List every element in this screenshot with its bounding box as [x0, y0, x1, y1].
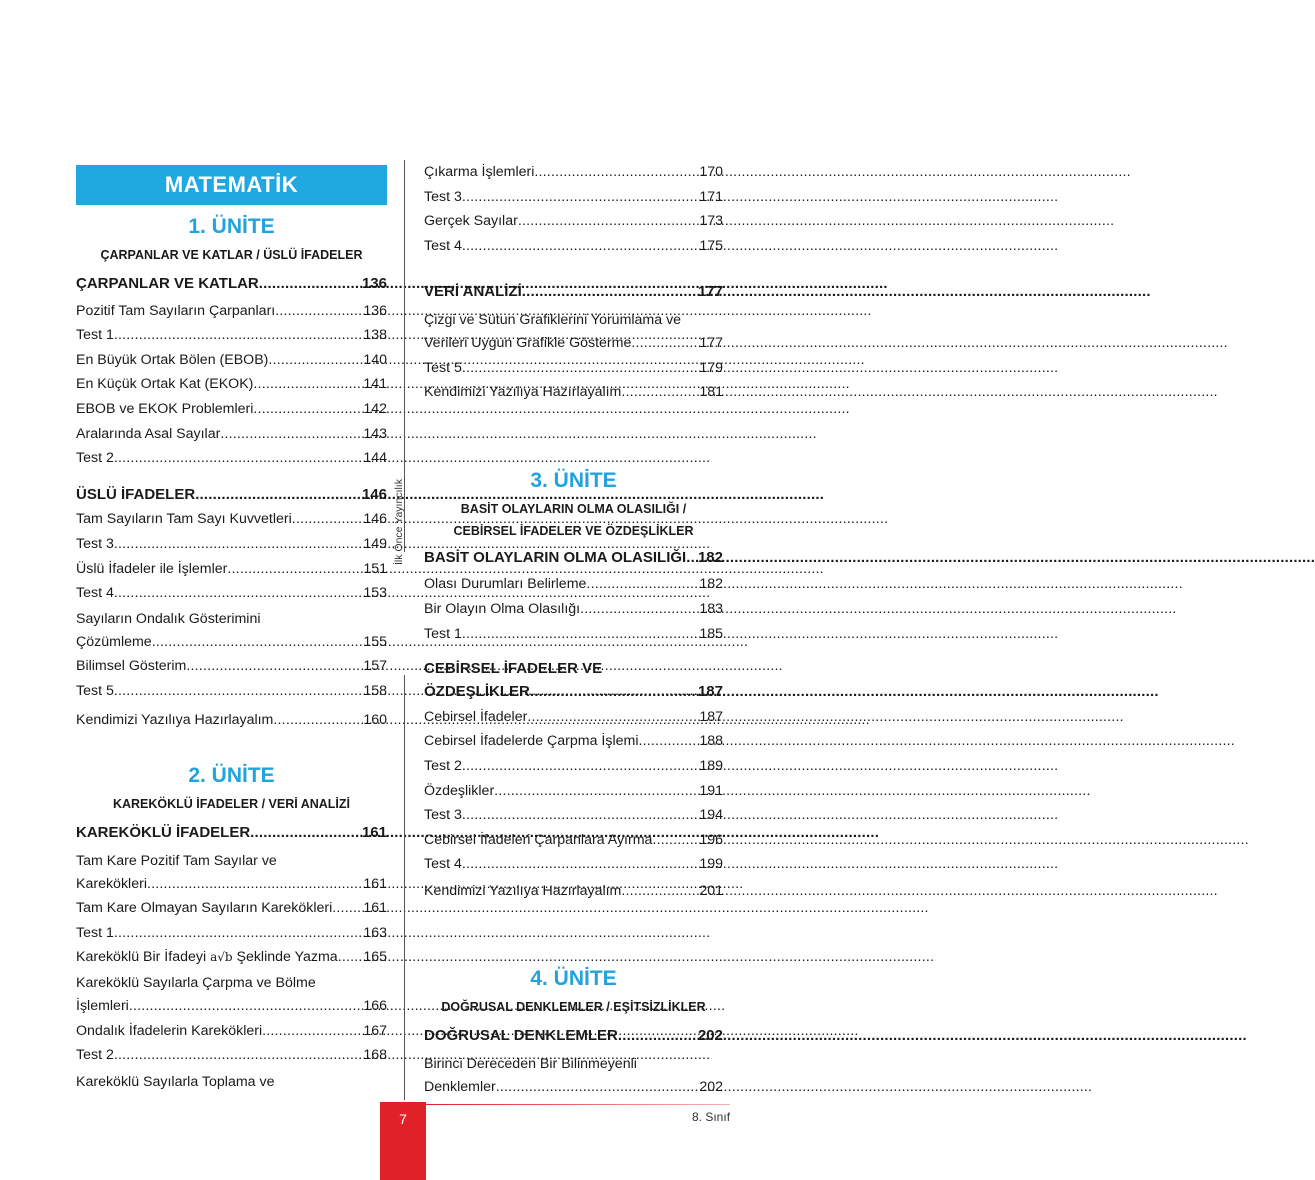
- toc-entry[interactable]: EBOB ve EKOK Problemleri ..... 142: [76, 397, 387, 422]
- left-column: [76, 165, 387, 1093]
- toc-entry[interactable]: Tam Kare Olmayan Sayıların Karekökleri ..... 161: [76, 896, 387, 921]
- toc-entry[interactable]: Cebirsel İfadeleri Çarpanlara Ayırma ..... 196: [424, 828, 723, 853]
- toc-entry-line1[interactable]: Çizgi ve Sütun Grafiklerini Yorumlama ve: [424, 311, 682, 328]
- toc-section-heading-line1[interactable]: CEBİRSEL İFADELER VE: [424, 660, 603, 678]
- toc-section-heading[interactable]: ÜSLÜ İFADELER ..... 146: [76, 483, 387, 508]
- toc-entry[interactable]: Gerçek Sayılar ..... 173: [424, 209, 723, 234]
- unit-3-subtitle-line2: CEBİRSEL İFADELER VE ÖZDEŞLİKLER: [453, 523, 694, 538]
- toc-entry[interactable]: Özdeşlikler ..... 191: [424, 779, 723, 804]
- toc-entry[interactable]: Test 3 ..... 171: [424, 185, 723, 210]
- toc-entry[interactable]: Test 4 ..... 199: [424, 852, 723, 877]
- toc-entry[interactable]: Kendimizi Yazılıya Hazırlayalım ..... 160: [76, 708, 387, 733]
- unit-3-subtitle-line1: BASİT OLAYLARIN OLMA OLASILIĞI /: [460, 501, 687, 516]
- toc-entry-line1[interactable]: Kareköklü Sayılarla Toplama ve: [76, 1073, 275, 1090]
- toc-entry[interactable]: Bir Olayın Olma Olasılığı ..... 183: [424, 597, 723, 622]
- toc-entry-line1[interactable]: Tam Kare Pozitif Tam Sayılar ve: [76, 852, 277, 869]
- toc-section-heading[interactable]: VERİ ANALİZİ ..... 177: [424, 280, 723, 305]
- grade-label: 8. Sınıf: [692, 1110, 731, 1124]
- toc-entry[interactable]: Kendimizi Yazılıya Hazırlayalım ..... 201: [424, 879, 723, 904]
- toc-entry[interactable]: Test 2 ..... 144: [76, 446, 387, 471]
- toc-section-heading[interactable]: ÖZDEŞLİKLER ..... 187: [424, 680, 723, 705]
- toc-entry[interactable]: Cebirsel İfadeler ..... 187: [424, 705, 723, 730]
- footer-rule: [426, 1104, 730, 1105]
- unit-1-subtitle: ÇARPANLAR VE KATLAR / ÜSLÜ İFADELER: [100, 248, 363, 262]
- toc-entry[interactable]: Tam Sayıların Tam Sayı Kuvvetleri ..... 146: [76, 507, 387, 532]
- toc-entry[interactable]: Olası Durumları Belirleme ..... 182: [424, 572, 723, 597]
- toc-entry[interactable]: Bilimsel Gösterim ..... 157: [76, 654, 387, 679]
- toc-entry[interactable]: Ondalık İfadelerin Karekökleri ..... 167: [76, 1019, 387, 1044]
- right-column: [424, 160, 723, 1100]
- unit-3-title: 3. ÜNİTE: [530, 468, 617, 492]
- toc-entry[interactable]: Test 2 ..... 189: [424, 754, 723, 779]
- toc-entry-line1[interactable]: Sayıların Ondalık Gösterimini: [76, 610, 261, 627]
- page-number-tab: [380, 1102, 426, 1180]
- toc-entry[interactable]: Çözümleme ..... 155: [76, 630, 387, 655]
- toc-entry[interactable]: Test 1 ..... 138: [76, 323, 387, 348]
- page-number: 7: [399, 1111, 407, 1127]
- toc-entry-line1[interactable]: Kareköklü Sayılarla Çarpma ve Bölme: [76, 975, 316, 992]
- toc-entry[interactable]: İşlemleri ..... 166: [76, 994, 387, 1019]
- toc-entry[interactable]: Test 1 ..... 185: [424, 622, 723, 647]
- toc-entry[interactable]: Test 4 ..... 175: [424, 234, 723, 259]
- toc-entry[interactable]: Test 5 ..... 158: [76, 679, 387, 704]
- toc-entry[interactable]: Pozitif Tam Sayıların Çarpanları ..... 136: [76, 299, 387, 324]
- toc-entry[interactable]: Aralarında Asal Sayılar ..... 143: [76, 422, 387, 447]
- toc-entry[interactable]: Test 3 ..... 149: [76, 532, 387, 557]
- toc-entry[interactable]: Çıkarma İşlemleri ..... 170: [424, 160, 723, 185]
- toc-entry[interactable]: Test 2 ..... 168: [76, 1043, 387, 1068]
- unit-2-title: 2. ÜNİTE: [188, 764, 275, 788]
- toc-entry[interactable]: En Küçük Ortak Kat (EKOK) ..... 141: [76, 372, 387, 397]
- sqrt-formula: a√b: [210, 950, 233, 965]
- toc-section-heading[interactable]: DOĞRUSAL DENKLEMLER ..... 202: [424, 1024, 723, 1049]
- toc-section-heading[interactable]: BASİT OLAYLARIN OLMA OLASILIĞI ..... 182: [424, 546, 723, 571]
- toc-section-heading[interactable]: KAREKÖKLÜ İFADELER ..... 161: [76, 821, 387, 846]
- unit-4-title: 4. ÜNİTE: [530, 967, 617, 991]
- toc-entry[interactable]: Kendimizi Yazılıya Hazırlayalım ..... 181: [424, 380, 723, 405]
- toc-entry[interactable]: Test 4 ..... 153: [76, 581, 387, 606]
- toc-section-heading[interactable]: ÇARPANLAR VE KATLAR ..... 136: [76, 272, 387, 297]
- toc-entry-line1[interactable]: Birinci Dereceden Bir Bilinmeyenli: [424, 1056, 637, 1073]
- toc-entry[interactable]: Verileri Uygun Grafikle Gösterme ..... 177: [424, 331, 723, 356]
- column-divider: [396, 160, 414, 1100]
- toc-entry[interactable]: Test 5 ..... 179: [424, 356, 723, 381]
- subject-banner: MATEMATİK: [76, 165, 387, 205]
- publisher-label: İlk Önce Yayıncılık: [393, 479, 405, 565]
- toc-entry[interactable]: En Büyük Ortak Bölen (EBOB) ..... 140: [76, 348, 387, 373]
- toc-entry[interactable]: Cebirsel İfadelerde Çarpma İşlemi ..... 188: [424, 729, 723, 754]
- toc-entry[interactable]: Test 3 ..... 194: [424, 803, 723, 828]
- unit-2-subtitle: KAREKÖKLÜ İFADELER / VERİ ANALİZİ: [112, 797, 351, 812]
- unit-1-title: 1. ÜNİTE: [188, 215, 275, 238]
- toc-entry[interactable]: Denklemler ..... 202: [424, 1075, 723, 1100]
- unit-4-subtitle: DOĞRUSAL DENKLEMLER / EŞİTSİZLİKLER: [441, 1000, 706, 1015]
- toc-entry[interactable]: Test 1 ..... 163: [76, 921, 387, 946]
- toc-entry[interactable]: Üslü İfadeler ile İşlemler ..... 151: [76, 557, 387, 582]
- toc-entry[interactable]: Kareköklü Bir İfadeyi a√b Şeklinde Yazma ..... 165: [76, 945, 387, 970]
- toc-entry[interactable]: Karekökleri ..... 161: [76, 872, 387, 897]
